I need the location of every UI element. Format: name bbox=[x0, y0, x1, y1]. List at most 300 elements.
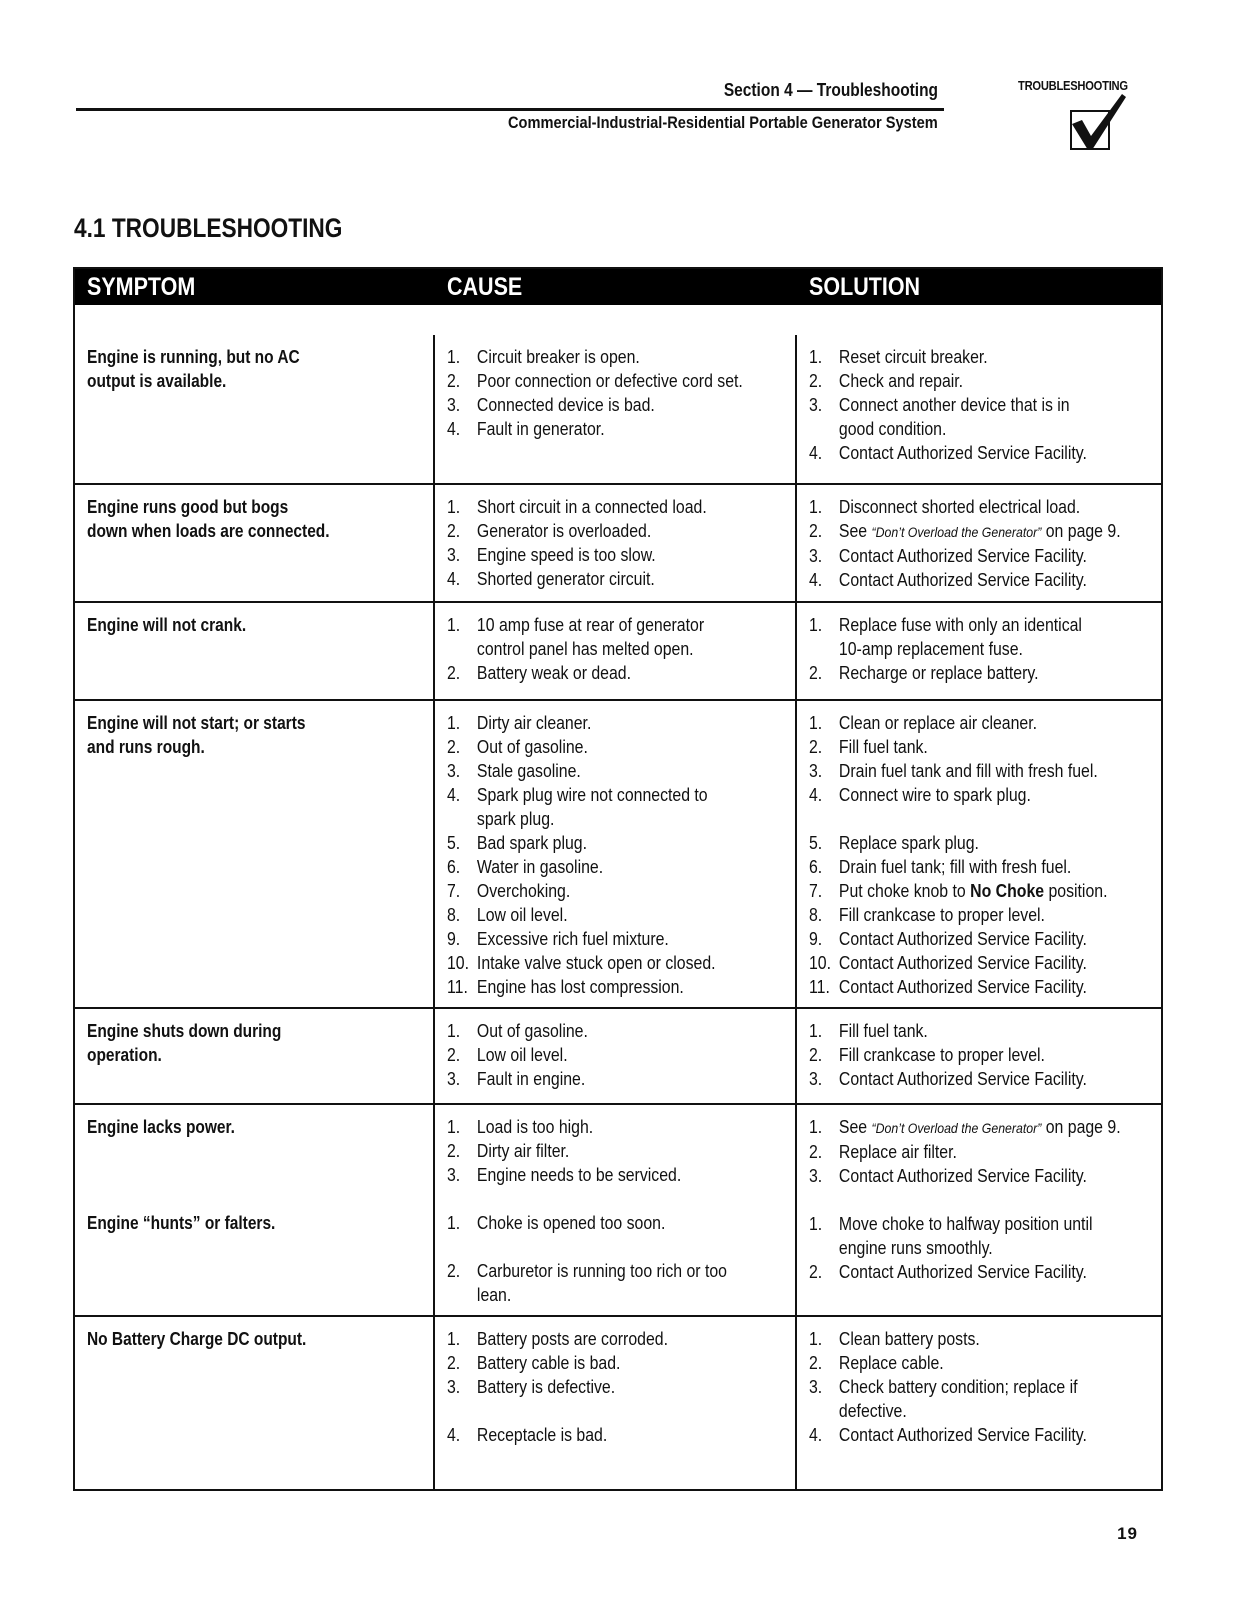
item-text: Contact Authorized Service Facility. bbox=[838, 443, 1087, 463]
item-text: Connected device is bad. bbox=[476, 395, 655, 415]
solution-item bbox=[809, 417, 1119, 441]
item-number: 3. bbox=[447, 1377, 461, 1397]
page-title: 4.1 TROUBLESHOOTING bbox=[74, 213, 343, 243]
item-text bbox=[839, 519, 1121, 544]
item-text: Fill crankcase to proper level. bbox=[838, 905, 1045, 925]
cause-item bbox=[447, 1283, 753, 1307]
item-number bbox=[447, 1235, 477, 1259]
item-number: 9. bbox=[809, 929, 823, 949]
item-text: Contact Authorized Service Facility. bbox=[838, 570, 1087, 590]
item-text: Engine has lost compression. bbox=[476, 977, 684, 997]
symptom-text: Engine will not crank. bbox=[87, 615, 247, 635]
item-text: Load is too high. bbox=[476, 1117, 594, 1137]
symptom-text: Engine shuts down during bbox=[87, 1021, 282, 1041]
item-text: Battery weak or dead. bbox=[476, 663, 632, 683]
solution-list bbox=[809, 1327, 1161, 1447]
item-text: spark plug. bbox=[476, 809, 555, 829]
cause-item bbox=[447, 807, 753, 831]
cause-item bbox=[447, 567, 753, 591]
solution-item bbox=[809, 519, 1119, 544]
item-number: 2. bbox=[447, 371, 461, 391]
solution-item bbox=[809, 637, 1119, 661]
item-number: 2. bbox=[447, 1261, 461, 1281]
cause-item bbox=[447, 519, 753, 543]
symptom-cell bbox=[75, 1009, 435, 1103]
item-number: 1. bbox=[809, 1214, 823, 1234]
item-text: Move choke to halfway position until bbox=[838, 1214, 1093, 1234]
symptom-text: Engine will not start; or starts bbox=[87, 713, 306, 733]
item-number: 3. bbox=[447, 1069, 461, 1089]
cause-item bbox=[447, 711, 753, 735]
item-number: 1. bbox=[809, 615, 823, 635]
item-text: Excessive rich fuel mixture. bbox=[476, 929, 669, 949]
item-text: Out of gasoline. bbox=[476, 737, 588, 757]
cause-cell bbox=[435, 1009, 797, 1103]
item-text: Fault in engine. bbox=[476, 1069, 586, 1089]
cause-item bbox=[447, 1163, 753, 1187]
item-text: Short circuit in a connected load. bbox=[476, 497, 707, 517]
item-number: 8. bbox=[809, 905, 823, 925]
item-text: Battery posts are corroded. bbox=[476, 1329, 668, 1349]
item-text-part: See bbox=[838, 1117, 872, 1137]
troubleshooting-table bbox=[73, 267, 1163, 1491]
item-number: 4. bbox=[809, 570, 823, 590]
item-text: Replace spark plug. bbox=[838, 833, 979, 853]
item-number bbox=[447, 637, 477, 661]
column-header-symptom: SYMPTOM bbox=[87, 273, 196, 301]
symptom-cell bbox=[75, 335, 435, 483]
solution-item bbox=[809, 759, 1119, 783]
cause-item bbox=[447, 1399, 753, 1423]
item-text: Choke is opened too soon. bbox=[476, 1213, 666, 1233]
item-number: 2. bbox=[809, 1142, 823, 1162]
item-text: Out of gasoline. bbox=[476, 1021, 588, 1041]
cause-item bbox=[447, 975, 753, 999]
item-number: 1. bbox=[447, 1117, 461, 1137]
cause-item bbox=[447, 1211, 753, 1235]
cause-item bbox=[447, 1139, 753, 1163]
troubleshooting-badge bbox=[1018, 78, 1168, 150]
cause-item bbox=[447, 345, 753, 369]
symptom-cell bbox=[75, 1317, 435, 1489]
item-number: 3. bbox=[809, 395, 823, 415]
cause-cell bbox=[435, 603, 797, 699]
item-text: defective. bbox=[838, 1401, 907, 1421]
item-number: 8. bbox=[447, 905, 461, 925]
solution-item bbox=[809, 393, 1119, 417]
cause-item bbox=[447, 1115, 753, 1139]
solution-item bbox=[809, 975, 1119, 999]
item-number bbox=[809, 417, 839, 441]
solution-item bbox=[809, 661, 1119, 685]
item-number: 11. bbox=[447, 977, 468, 997]
item-text: Check and repair. bbox=[838, 371, 964, 391]
item-text: Engine speed is too slow. bbox=[476, 545, 656, 565]
item-number: 3. bbox=[447, 545, 461, 565]
item-text: Drain fuel tank; fill with fresh fuel. bbox=[838, 857, 1072, 877]
solution-list bbox=[809, 495, 1161, 592]
section-header: Section 4 — Troubleshooting bbox=[723, 80, 938, 100]
item-number: 2. bbox=[447, 1353, 461, 1373]
item-text: Replace air filter. bbox=[838, 1142, 957, 1162]
solution-item bbox=[809, 735, 1119, 759]
cause-item bbox=[447, 951, 753, 975]
symptom-text: Engine is running, but no AC bbox=[87, 347, 300, 367]
item-number: 2. bbox=[809, 1353, 823, 1373]
item-text: Circuit breaker is open. bbox=[476, 347, 640, 367]
cause-item bbox=[447, 927, 753, 951]
cause-list bbox=[447, 1115, 795, 1307]
item-text: Contact Authorized Service Facility. bbox=[838, 1166, 1087, 1186]
cause-item bbox=[447, 831, 753, 855]
solution-item bbox=[809, 495, 1119, 519]
item-text: Connect wire to spark plug. bbox=[838, 785, 1031, 805]
cause-list bbox=[447, 711, 795, 999]
cause-item bbox=[447, 879, 753, 903]
item-text: Contact Authorized Service Facility. bbox=[838, 929, 1087, 949]
item-text: Reset circuit breaker. bbox=[838, 347, 988, 367]
item-number: 3. bbox=[809, 761, 823, 781]
item-number: 10. bbox=[809, 953, 832, 973]
cause-item bbox=[447, 1043, 753, 1067]
table-row bbox=[75, 1105, 1161, 1317]
cause-cell bbox=[435, 1317, 797, 1489]
item-number: 4. bbox=[447, 569, 461, 589]
item-number: 3. bbox=[447, 761, 461, 781]
reference-title: “Don’t Overload the Generator” bbox=[871, 524, 1042, 540]
cause-item bbox=[447, 759, 753, 783]
solution-item bbox=[809, 1212, 1119, 1236]
item-text: Dirty air filter. bbox=[476, 1141, 570, 1161]
item-text: Clean battery posts. bbox=[838, 1329, 980, 1349]
cause-list bbox=[447, 1327, 795, 1447]
item-number: 6. bbox=[809, 857, 823, 877]
item-number: 2. bbox=[447, 1045, 461, 1065]
solution-item bbox=[809, 1043, 1119, 1067]
header-rule bbox=[76, 108, 944, 111]
solution-item bbox=[809, 783, 1119, 807]
item-text-part: See bbox=[838, 521, 872, 541]
item-number: 4. bbox=[447, 419, 461, 439]
item-number: 2. bbox=[447, 737, 461, 757]
item-text: Generator is overloaded. bbox=[476, 521, 652, 541]
solution-item bbox=[809, 903, 1119, 927]
solution-cell bbox=[797, 1105, 1161, 1315]
item-number: 2. bbox=[809, 1262, 823, 1282]
document-subtitle: Commercial-Industrial-Residential Portable Generator System bbox=[508, 113, 938, 132]
cause-item bbox=[447, 855, 753, 879]
solution-item bbox=[809, 568, 1119, 592]
item-number: 10. bbox=[447, 953, 470, 973]
solution-cell bbox=[797, 603, 1161, 699]
item-number: 2. bbox=[809, 663, 823, 683]
item-text: Low oil level. bbox=[476, 1045, 568, 1065]
emphasis-text: No Choke bbox=[970, 881, 1045, 901]
cause-item bbox=[447, 1259, 753, 1283]
item-number: 1. bbox=[809, 347, 823, 367]
item-text-part: Put choke knob to bbox=[838, 881, 971, 901]
item-number: 2. bbox=[809, 521, 823, 541]
table-row bbox=[75, 701, 1161, 1009]
item-text: Fill fuel tank. bbox=[838, 737, 928, 757]
item-text: Contact Authorized Service Facility. bbox=[838, 546, 1087, 566]
item-text: Connect another device that is in bbox=[838, 395, 1070, 415]
checkmark-icon bbox=[1058, 88, 1128, 154]
item-text: Fill fuel tank. bbox=[838, 1021, 928, 1041]
item-number bbox=[447, 1283, 477, 1307]
item-text: Disconnect shorted electrical load. bbox=[838, 497, 1081, 517]
solution-item bbox=[809, 1115, 1119, 1140]
symptom-text bbox=[87, 1187, 385, 1211]
item-text: Contact Authorized Service Facility. bbox=[838, 1262, 1087, 1282]
solution-list bbox=[809, 345, 1161, 465]
item-number: 1. bbox=[447, 497, 461, 517]
solution-cell bbox=[797, 1317, 1161, 1489]
cause-item bbox=[447, 1423, 753, 1447]
item-number: 2. bbox=[447, 663, 461, 683]
symptom-text: No Battery Charge DC output. bbox=[87, 1329, 307, 1349]
item-number: 3. bbox=[809, 546, 823, 566]
solution-list bbox=[809, 1019, 1161, 1091]
solution-item bbox=[809, 613, 1119, 637]
item-text-part: on page 9. bbox=[1041, 1117, 1121, 1137]
item-text: Replace cable. bbox=[838, 1353, 944, 1373]
table-row bbox=[75, 1317, 1161, 1489]
cause-item bbox=[447, 1187, 753, 1211]
cause-item bbox=[447, 661, 753, 685]
solution-item bbox=[809, 345, 1119, 369]
item-number: 1. bbox=[447, 713, 461, 733]
item-number bbox=[809, 637, 839, 661]
cause-item bbox=[447, 903, 753, 927]
item-text: Spark plug wire not connected to bbox=[476, 785, 708, 805]
item-number bbox=[447, 807, 477, 831]
item-number: 1. bbox=[447, 615, 461, 635]
cause-item bbox=[447, 369, 753, 393]
cause-item bbox=[447, 613, 753, 637]
symptom-cell bbox=[75, 603, 435, 699]
item-number: 7. bbox=[447, 881, 461, 901]
solution-item bbox=[809, 711, 1119, 735]
symptom-cell bbox=[75, 1105, 435, 1315]
item-number bbox=[809, 807, 839, 831]
cause-list bbox=[447, 345, 795, 441]
item-number: 2. bbox=[809, 737, 823, 757]
solution-item bbox=[809, 927, 1119, 951]
item-text-part: position. bbox=[1044, 881, 1108, 901]
item-text: Battery is defective. bbox=[476, 1377, 616, 1397]
item-number: 2. bbox=[809, 1045, 823, 1065]
item-number: 3. bbox=[809, 1166, 823, 1186]
cause-item bbox=[447, 417, 753, 441]
item-text: Fill crankcase to proper level. bbox=[838, 1045, 1045, 1065]
symptom-text: and runs rough. bbox=[87, 737, 205, 757]
item-text: Check battery condition; replace if bbox=[838, 1377, 1078, 1397]
solution-item bbox=[809, 544, 1119, 568]
item-text: Shorted generator circuit. bbox=[476, 569, 655, 589]
solution-cell bbox=[797, 1009, 1161, 1103]
solution-item bbox=[809, 1236, 1119, 1260]
solution-item bbox=[809, 1351, 1119, 1375]
column-header-cause: CAUSE bbox=[447, 273, 523, 301]
badge-label: TROUBLESHOOTING bbox=[1018, 78, 1128, 93]
item-text: Poor connection or defective cord set. bbox=[476, 371, 743, 391]
item-text: Recharge or replace battery. bbox=[838, 663, 1039, 683]
solution-item bbox=[809, 831, 1119, 855]
item-number: 3. bbox=[809, 1069, 823, 1089]
item-number: 1. bbox=[809, 1117, 823, 1137]
symptom-text: Engine runs good but bogs bbox=[87, 497, 289, 517]
item-number: 1. bbox=[447, 347, 461, 367]
cause-item bbox=[447, 1351, 753, 1375]
cause-item bbox=[447, 1067, 753, 1091]
item-number: 2. bbox=[447, 1141, 461, 1161]
solution-item bbox=[809, 807, 1119, 831]
table-row bbox=[75, 603, 1161, 701]
item-number: 3. bbox=[447, 1165, 461, 1185]
solution-item bbox=[809, 1188, 1119, 1212]
item-text: Dirty air cleaner. bbox=[476, 713, 592, 733]
item-number: 3. bbox=[809, 1377, 823, 1397]
solution-item bbox=[809, 1375, 1119, 1399]
symptom-text: Engine “hunts” or falters. bbox=[87, 1213, 276, 1233]
item-number: 5. bbox=[447, 833, 461, 853]
item-number: 6. bbox=[447, 857, 461, 877]
item-text: Intake valve stuck open or closed. bbox=[476, 953, 716, 973]
item-text: lean. bbox=[476, 1285, 512, 1305]
item-number bbox=[809, 1236, 839, 1260]
solution-list bbox=[809, 711, 1161, 999]
item-number: 1. bbox=[809, 497, 823, 517]
item-text: Contact Authorized Service Facility. bbox=[838, 1069, 1087, 1089]
symptom-text: Engine lacks power. bbox=[87, 1117, 235, 1137]
cause-item bbox=[447, 393, 753, 417]
item-number: 4. bbox=[809, 785, 823, 805]
item-number: 4. bbox=[809, 443, 823, 463]
item-text: Drain fuel tank and fill with fresh fuel. bbox=[838, 761, 1098, 781]
solution-item bbox=[809, 1423, 1119, 1447]
cause-item bbox=[447, 1235, 753, 1259]
symptom-cell bbox=[75, 485, 435, 601]
item-number: 4. bbox=[447, 785, 461, 805]
item-text: Battery cable is bad. bbox=[476, 1353, 621, 1373]
item-text: 10 amp fuse at rear of generator bbox=[476, 615, 705, 635]
table-header bbox=[75, 269, 1161, 305]
item-text: Fault in generator. bbox=[476, 419, 605, 439]
solution-item bbox=[809, 369, 1119, 393]
item-number bbox=[809, 1188, 839, 1212]
cause-cell bbox=[435, 335, 797, 483]
item-text: Contact Authorized Service Facility. bbox=[838, 953, 1087, 973]
item-text: Engine needs to be serviced. bbox=[476, 1165, 682, 1185]
item-text: Replace fuse with only an identical bbox=[838, 615, 1082, 635]
table-row bbox=[75, 335, 1161, 485]
cause-item bbox=[447, 495, 753, 519]
item-number: 1. bbox=[809, 713, 823, 733]
item-number: 11. bbox=[809, 977, 830, 997]
cause-item bbox=[447, 1327, 753, 1351]
item-text: 10-amp replacement fuse. bbox=[838, 639, 1023, 659]
item-number: 7. bbox=[809, 881, 823, 901]
item-text: Water in gasoline. bbox=[476, 857, 604, 877]
solution-item bbox=[809, 1260, 1119, 1284]
solution-item bbox=[809, 1067, 1119, 1091]
table-body bbox=[75, 305, 1161, 1489]
cause-cell bbox=[435, 1105, 797, 1315]
solution-cell bbox=[797, 335, 1161, 483]
cause-item bbox=[447, 1375, 753, 1399]
item-number: 1. bbox=[447, 1329, 461, 1349]
solution-item bbox=[809, 1019, 1119, 1043]
item-number bbox=[447, 1399, 477, 1423]
item-text: Bad spark plug. bbox=[476, 833, 587, 853]
solution-cell bbox=[797, 485, 1161, 601]
item-text: Overchoking. bbox=[476, 881, 571, 901]
cause-item bbox=[447, 1019, 753, 1043]
item-number: 3. bbox=[447, 395, 461, 415]
solution-cell bbox=[797, 701, 1161, 1007]
item-number: 1. bbox=[809, 1021, 823, 1041]
cause-list bbox=[447, 613, 795, 685]
symptom-text bbox=[87, 1139, 385, 1163]
item-number: 2. bbox=[809, 371, 823, 391]
cause-list bbox=[447, 1019, 795, 1091]
item-text bbox=[839, 1115, 1121, 1140]
column-header-solution: SOLUTION bbox=[809, 273, 921, 301]
item-number: 1. bbox=[809, 1329, 823, 1349]
cause-item bbox=[447, 543, 753, 567]
item-number: 5. bbox=[809, 833, 823, 853]
solution-item bbox=[809, 951, 1119, 975]
symptom-text: down when loads are connected. bbox=[87, 521, 330, 541]
item-number: 2. bbox=[447, 521, 461, 541]
solution-list bbox=[809, 1115, 1161, 1284]
reference-title: “Don’t Overload the Generator” bbox=[871, 1120, 1042, 1136]
item-text: Carburetor is running too rich or too bbox=[476, 1261, 727, 1281]
item-number: 9. bbox=[447, 929, 461, 949]
symptom-text: output is available. bbox=[87, 371, 227, 391]
solution-item bbox=[809, 1327, 1119, 1351]
table-row bbox=[75, 1009, 1161, 1105]
item-text bbox=[839, 879, 1108, 903]
item-text: Contact Authorized Service Facility. bbox=[838, 977, 1087, 997]
cause-cell bbox=[435, 485, 797, 601]
cause-cell bbox=[435, 701, 797, 1007]
item-number bbox=[809, 1399, 839, 1423]
item-text: Receptacle is bad. bbox=[476, 1425, 608, 1445]
solution-item bbox=[809, 441, 1119, 465]
item-text: engine runs smoothly. bbox=[838, 1238, 993, 1258]
item-number: 4. bbox=[447, 1425, 461, 1445]
item-number: 1. bbox=[447, 1213, 461, 1233]
item-number bbox=[447, 1187, 477, 1211]
item-text: Stale gasoline. bbox=[476, 761, 581, 781]
solution-item bbox=[809, 855, 1119, 879]
item-text: Low oil level. bbox=[476, 905, 568, 925]
symptom-cell bbox=[75, 701, 435, 1007]
cause-list bbox=[447, 495, 795, 591]
item-number: 1. bbox=[447, 1021, 461, 1041]
item-number: 4. bbox=[809, 1425, 823, 1445]
symptom-text bbox=[87, 1163, 385, 1187]
solution-item bbox=[809, 1164, 1119, 1188]
item-text: good condition. bbox=[838, 419, 947, 439]
page-number: 19 bbox=[1117, 1524, 1138, 1543]
solution-item bbox=[809, 1399, 1119, 1423]
solution-list bbox=[809, 613, 1161, 685]
cause-item bbox=[447, 783, 753, 807]
solution-item bbox=[809, 1140, 1119, 1164]
